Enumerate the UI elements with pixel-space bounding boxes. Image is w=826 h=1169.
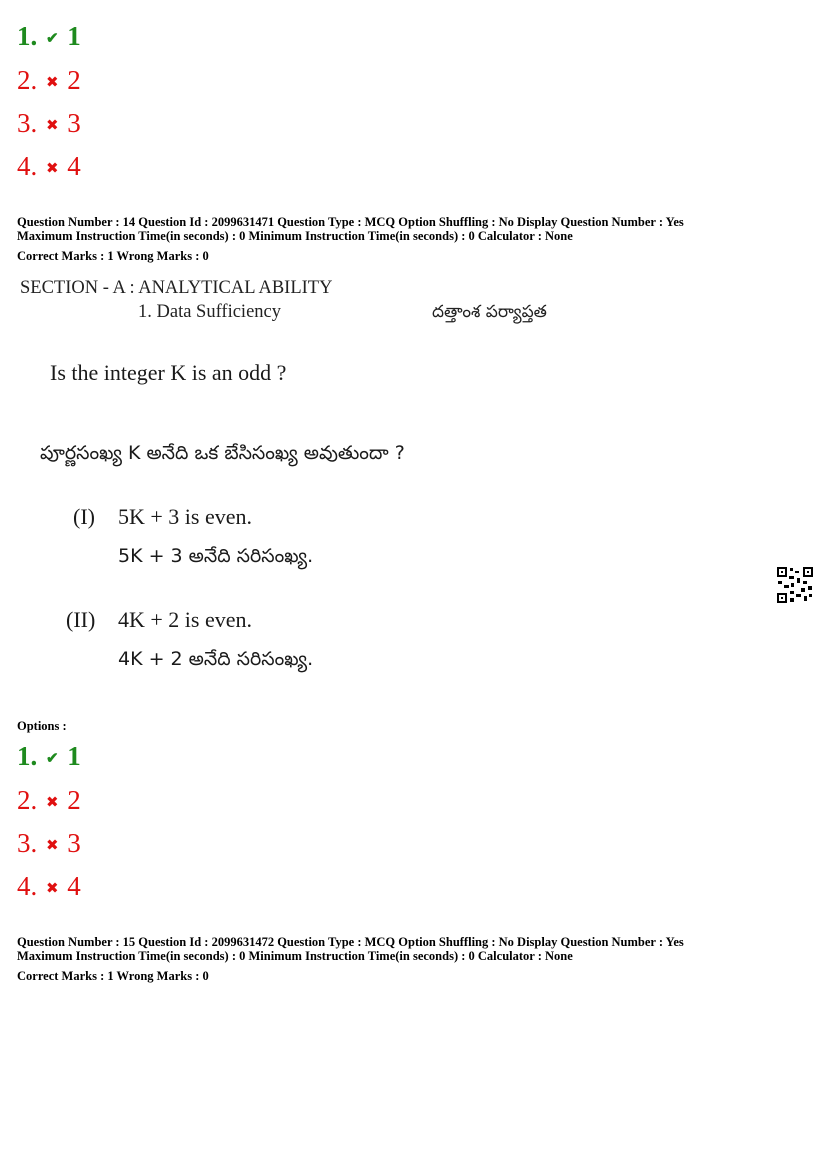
cross-icon: ✖ <box>45 880 59 897</box>
option-number: 2. <box>17 785 38 815</box>
check-icon: ✔ <box>45 750 59 767</box>
option-2 <box>17 784 81 819</box>
statement-2-english: 4K + 2 is even. <box>118 607 252 632</box>
statement-1-english: 5K + 3 is even. <box>118 504 252 529</box>
option-value: 3 <box>67 828 81 858</box>
option-number: 3. <box>17 108 38 138</box>
question-text-english: Is the integer K is an odd ? <box>50 360 287 385</box>
q14-meta-line1: Question Number : 14 Question Id : 2099631471 Question Type : MCQ Option Shuffling : No Display Question Number : Yes <box>17 215 684 229</box>
prev-option-1 <box>17 20 81 55</box>
q15-meta-line2: Maximum Instruction Time(in seconds) : 0 Minimum Instruction Time(in seconds) : 0 Calculator : None <box>17 949 573 963</box>
option-value: 1 <box>67 21 81 51</box>
prev-option-2 <box>17 64 81 99</box>
question-text-telugu: పూర్ణసంఖ్య K అనేది ఒక బేసిసంఖ్య అవుతుందా ? <box>40 442 405 464</box>
cross-icon: ✖ <box>45 160 59 177</box>
qr-code-icon <box>776 566 814 604</box>
statement-1-telugu: 5K + 3 అనేది సరిసంఖ్య. <box>118 545 314 567</box>
cross-icon: ✖ <box>45 117 59 134</box>
cross-icon: ✖ <box>45 837 59 854</box>
option-number: 3. <box>17 828 38 858</box>
option-number: 1. <box>17 21 38 51</box>
section-title: SECTION - A : ANALYTICAL ABILITY <box>20 278 333 298</box>
option-1 <box>17 740 81 775</box>
statement-2-telugu: 4K + 2 అనేది సరిసంఖ్య. <box>118 648 314 670</box>
option-4 <box>17 870 81 905</box>
options-label: Options : <box>17 719 67 733</box>
cross-icon: ✖ <box>45 74 59 91</box>
q14-meta-line2: Maximum Instruction Time(in seconds) : 0 Minimum Instruction Time(in seconds) : 0 Calculator : None <box>17 229 573 243</box>
subsection-title-telugu: దత్తాంశ పర్యాప్తత <box>432 302 547 322</box>
q15-marks: Correct Marks : 1 Wrong Marks : 0 <box>17 969 209 983</box>
option-number: 4. <box>17 871 38 901</box>
option-number: 1. <box>17 741 38 771</box>
prev-option-3 <box>17 107 81 142</box>
subsection-title: 1. Data Sufficiency <box>138 302 281 322</box>
option-value: 1 <box>67 741 81 771</box>
check-icon: ✔ <box>45 30 59 47</box>
option-value: 4 <box>67 871 81 901</box>
option-3 <box>17 827 81 862</box>
statement-2-label: (II) <box>66 607 96 632</box>
option-value: 3 <box>67 108 81 138</box>
cross-icon: ✖ <box>45 794 59 811</box>
statement-1-label: (I) <box>73 504 95 529</box>
option-value: 2 <box>67 785 81 815</box>
option-value: 2 <box>67 65 81 95</box>
q15-meta-line1: Question Number : 15 Question Id : 2099631472 Question Type : MCQ Option Shuffling : No Display Question Number : Yes <box>17 935 684 949</box>
option-number: 4. <box>17 151 38 181</box>
option-value: 4 <box>67 151 81 181</box>
option-number: 2. <box>17 65 38 95</box>
q14-marks: Correct Marks : 1 Wrong Marks : 0 <box>17 249 209 263</box>
prev-option-4 <box>17 150 81 185</box>
